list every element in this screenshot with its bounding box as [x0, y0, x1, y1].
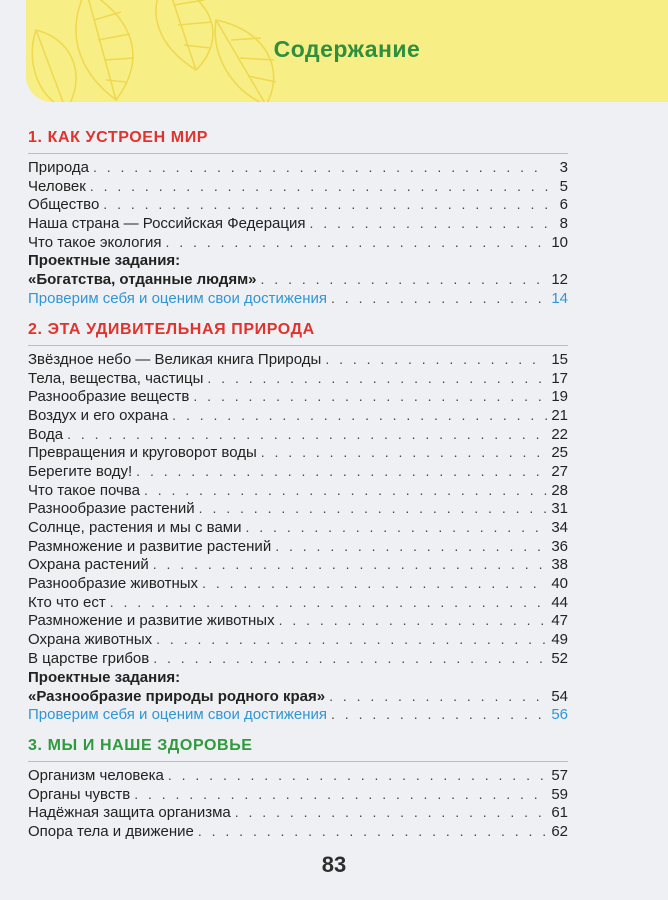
toc-entry-page: 61 — [551, 804, 568, 822]
toc-entry-page: 14 — [551, 290, 568, 308]
toc-entry-title: Надёжная защита организма — [28, 804, 231, 822]
leader-dots — [198, 822, 547, 841]
leader-dots — [136, 462, 547, 481]
leader-dots — [144, 481, 547, 500]
toc-entry[interactable] — [28, 649, 568, 668]
toc-entry-title: Кто что ест — [28, 593, 106, 611]
toc-entry[interactable] — [28, 518, 568, 537]
leader-dots — [329, 687, 547, 706]
leader-dots — [245, 518, 547, 537]
leader-dots — [207, 369, 547, 388]
leader-dots — [90, 177, 548, 196]
toc-entry-page: 59 — [551, 785, 568, 803]
toc-entry-title: Что такое почва — [28, 481, 140, 499]
leader-dots — [193, 387, 547, 406]
toc-entry[interactable] — [28, 443, 568, 462]
toc-entry-page: 8 — [559, 215, 568, 233]
toc-entry-project[interactable] — [28, 270, 568, 289]
toc-entry-page: 52 — [551, 649, 568, 667]
toc-entry-title: Проверим себя и оценим свои достижения — [28, 706, 328, 724]
leader-dots — [110, 593, 548, 612]
toc-entry[interactable] — [28, 214, 568, 233]
section-heading: 3. МЫ И НАШЕ ЗДОРОВЬЕ — [28, 736, 253, 754]
toc-entry[interactable] — [28, 822, 568, 841]
toc-entry[interactable] — [28, 555, 568, 574]
leader-dots — [261, 270, 548, 289]
toc-entry-page: 49 — [551, 631, 568, 649]
leader-dots — [202, 574, 547, 593]
leader-dots — [156, 630, 547, 649]
leader-dots — [103, 195, 548, 214]
toc-entry-title: Звёздное небо — Великая книга Природы — [28, 350, 322, 368]
leader-dots — [165, 233, 547, 252]
leader-dots — [331, 705, 547, 724]
leader-dots — [279, 611, 548, 630]
toc-entry-title: Охрана растений — [28, 556, 149, 574]
toc-entry-page: 47 — [551, 612, 568, 630]
toc-entry-title: Разнообразие веществ — [28, 388, 190, 406]
toc-entry-title: Тела, вещества, частицы — [28, 369, 204, 387]
leader-dots — [168, 766, 547, 785]
toc-entry-page: 6 — [559, 196, 568, 214]
toc-entry-title: Размножение и развитие животных — [28, 612, 275, 630]
toc-entry[interactable] — [28, 537, 568, 556]
leader-dots — [153, 555, 548, 574]
leader-dots — [199, 499, 548, 518]
leader-dots — [275, 537, 547, 556]
toc-entry-page: 27 — [551, 462, 568, 480]
toc-entry-title: Человек — [28, 177, 86, 195]
toc-entry[interactable] — [28, 785, 568, 804]
toc-entry-title: Организм человека — [28, 766, 164, 784]
toc-entry-title: Охрана животных — [28, 631, 153, 649]
toc-entry-title: В царстве грибов — [28, 649, 150, 667]
toc-entry-page: 28 — [551, 481, 568, 499]
toc-entry-title: Солнце, растения и мы с вами — [28, 519, 242, 536]
toc-entry-page: 31 — [551, 500, 568, 518]
toc-entry[interactable] — [28, 766, 568, 785]
toc-entry-title: Наша страна — Российская Федерация — [28, 215, 306, 233]
toc-entry-page: 34 — [551, 519, 568, 536]
toc-entry-page: 17 — [551, 369, 568, 387]
toc-entry-title: Опора тела и движение — [28, 822, 194, 840]
section-heading: 2. ЭТА УДИВИТЕЛЬНАЯ ПРИРОДА — [28, 320, 315, 338]
toc-entry-page: 57 — [551, 766, 568, 784]
toc-entry[interactable] — [28, 406, 568, 425]
toc-entry[interactable] — [28, 177, 568, 196]
leader-dots — [325, 350, 547, 369]
header-banner — [26, 0, 668, 102]
toc-entry[interactable] — [28, 233, 568, 252]
toc-entry-page: 12 — [551, 271, 568, 289]
toc-entry[interactable] — [28, 481, 568, 500]
toc-entry-page: 10 — [551, 233, 568, 251]
toc-entry-self-check[interactable] — [28, 289, 568, 308]
toc-entry[interactable] — [28, 158, 568, 177]
toc-entry-title: Органы чувств — [28, 785, 131, 803]
toc-entry-page: 36 — [551, 537, 568, 555]
toc-entry-page: 19 — [551, 388, 568, 406]
toc-entry[interactable] — [28, 574, 568, 593]
toc-entry-title: Разнообразие растений — [28, 500, 195, 518]
leader-dots — [67, 425, 547, 444]
leader-dots — [134, 785, 547, 804]
toc-entry[interactable] — [28, 195, 568, 214]
leader-dots — [172, 406, 547, 425]
toc-entry[interactable] — [28, 350, 568, 369]
toc-entry-title: Проверим себя и оценим свои достижения — [28, 290, 328, 308]
toc-entry-page: 22 — [551, 425, 568, 443]
toc-entry[interactable] — [28, 462, 568, 481]
leader-dots — [235, 803, 548, 822]
leader-dots — [261, 443, 548, 462]
project-label: Проектные задания: — [28, 252, 181, 270]
leader-dots — [310, 214, 549, 233]
toc-entry[interactable] — [28, 803, 568, 822]
toc-entry-page: 56 — [551, 706, 568, 724]
project-label: Проектные задания: — [28, 668, 181, 686]
toc-entry[interactable] — [28, 387, 568, 406]
toc-entry-title: Что такое экология — [28, 233, 162, 251]
toc-entry[interactable] — [28, 593, 568, 612]
toc-entry-title: Превращения и круговорот воды — [28, 444, 257, 462]
toc-entry-title: Берегите воду! — [28, 462, 133, 480]
table-of-contents — [28, 127, 568, 841]
section-heading: 1. КАК УСТРОЕН МИР — [28, 129, 209, 146]
toc-entry-title: Разнообразие животных — [28, 575, 199, 593]
toc-entry-page: 54 — [551, 687, 568, 705]
toc-entry-page: 40 — [551, 575, 568, 593]
toc-entry-page: 5 — [559, 177, 568, 195]
toc-entry-title: Общество — [28, 196, 100, 214]
toc-entry-page: 62 — [551, 822, 568, 840]
page-title: Содержание — [273, 36, 421, 62]
toc-entry-title: Размножение и развитие растений — [28, 537, 272, 555]
toc-entry-page: 15 — [551, 350, 568, 368]
toc-entry-page: 3 — [559, 159, 568, 176]
toc-entry-title: Вода — [28, 425, 64, 443]
toc-entry-page: 21 — [551, 406, 568, 424]
leader-dots — [153, 649, 547, 668]
toc-entry-page: 25 — [551, 444, 568, 462]
toc-entry-self-check[interactable] — [28, 705, 568, 724]
toc-entry[interactable] — [28, 630, 568, 649]
toc-entry[interactable] — [28, 499, 568, 518]
toc-entry-project[interactable] — [28, 687, 568, 706]
leader-dots — [93, 158, 548, 177]
leader-dots — [331, 289, 547, 308]
toc-entry-title: Природа — [28, 159, 89, 176]
page-number: 83 — [321, 852, 347, 877]
toc-entry[interactable] — [28, 425, 568, 444]
toc-entry[interactable] — [28, 611, 568, 630]
toc-entry-page: 38 — [551, 556, 568, 574]
toc-entry-title: Воздух и его охрана — [28, 406, 169, 424]
toc-entry-title: «Богатства, отданные людям» — [28, 271, 257, 289]
toc-entry[interactable] — [28, 369, 568, 388]
toc-entry-page: 44 — [551, 593, 568, 611]
toc-entry-title: «Разнообразие природы родного края» — [28, 687, 326, 705]
